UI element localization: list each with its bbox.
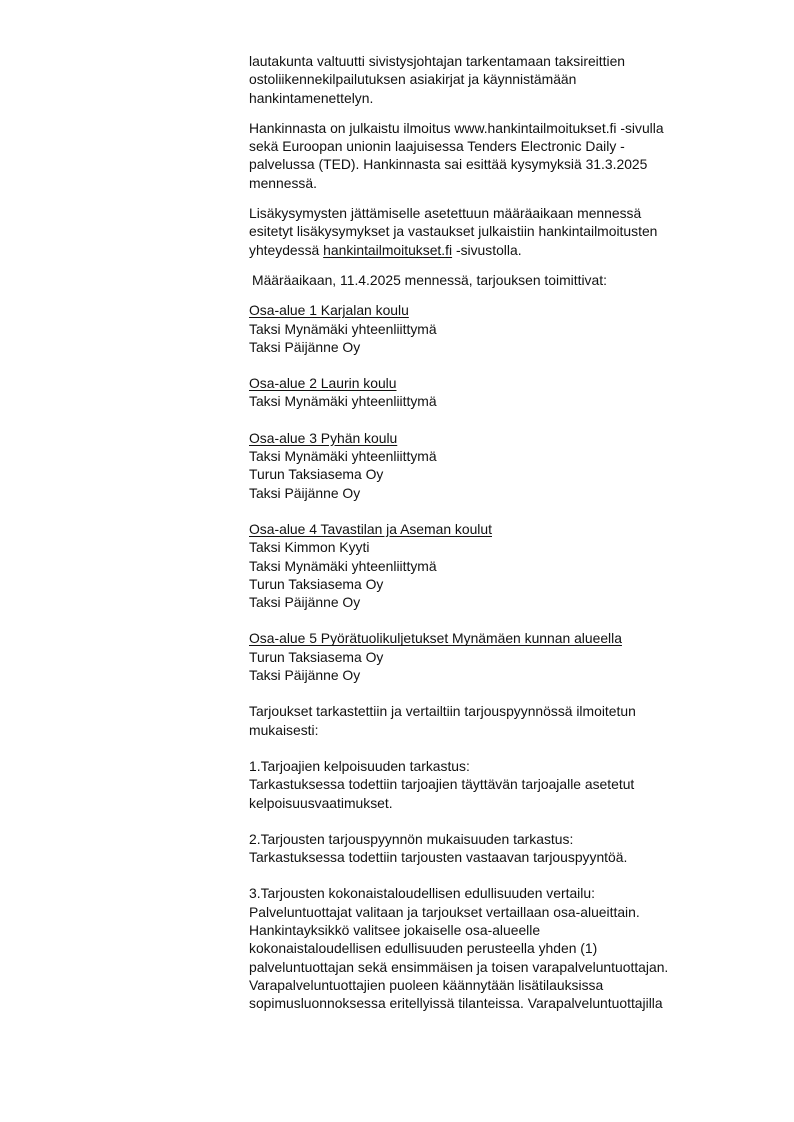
text-line	[249, 241, 749, 259]
text-line: kelpoisuusvaatimukset.	[249, 794, 393, 811]
questions-paragraph	[249, 204, 749, 259]
sub-area-2	[249, 374, 749, 411]
bidder-name: Taksi Päijänne Oy	[249, 338, 361, 355]
text-line: kokonaistaloudellisen edullisuuden perusteella yhden (1)	[249, 940, 598, 957]
text-line: Hankintayksikkö valitsee jokaiselle osa-alueelle	[249, 921, 541, 938]
sub-area-1	[249, 301, 749, 356]
bidder-name: Taksi Päijänne Oy	[249, 594, 361, 611]
text-line: lautakunta valtuutti sivistysjohtajan tarkentamaan taksireittien	[249, 53, 626, 69]
bidder-name: Taksi Kimmon Kyyti	[249, 539, 370, 556]
bidder-name: Taksi Mynämäki yhteenliittymä	[249, 320, 437, 337]
sub-area-3	[249, 429, 749, 502]
text-line: palveluntuottajan sekä ensimmäisen ja toisen varapalveluntuottajan.	[249, 958, 669, 975]
text-line: Tarkastuksessa todettiin tarjoajien täyttävän tarjoajalle asetetut	[249, 776, 635, 793]
bidder-name: Turun Taksiasema Oy	[249, 575, 384, 592]
text-line: Tarkastuksessa todettiin tarjousten vastaavan tarjouspyyntöä.	[249, 849, 628, 866]
step-heading: 2.Tarjousten tarjouspyynnön mukaisuuden tarkastus:	[249, 830, 574, 847]
sub-area-title: Osa-alue 2 Laurin koulu	[249, 375, 397, 392]
document-page	[249, 52, 749, 1030]
text-line: mennessä.	[249, 174, 317, 191]
deadline-paragraph	[249, 271, 749, 289]
step-heading: 3.Tarjousten kokonaistaloudellisen edullisuuden vertailu:	[249, 885, 595, 902]
text-line: Tarjoukset tarkastettiin ja vertailtiin tarjouspyynnössä ilmoitetun	[249, 703, 636, 720]
hankintailmoitukset-link[interactable]: hankintailmoitukset.fi	[323, 241, 453, 258]
text-line: sopimusluonnoksessa eritellyissä tilanteissa. Varapalveluntuottajilla	[249, 995, 663, 1012]
text-fragment: -sivustolla.	[455, 241, 522, 258]
text-line: sekä Euroopan unionin laajuisessa Tenders Electronic Daily -	[249, 138, 625, 155]
text-line: Palveluntuottajat valitaan ja tarjoukset vertaillaan osa-alueittain.	[249, 903, 640, 920]
bidder-name: Taksi Mynämäki yhteenliittymä	[249, 448, 437, 465]
bidder-name: Turun Taksiasema Oy	[249, 466, 384, 483]
sub-area-title: Osa-alue 4 Tavastilan ja Aseman koulut	[249, 520, 492, 537]
bidder-name: Turun Taksiasema Oy	[249, 648, 384, 665]
text-line: esitetyt lisäkysymykset ja vastaukset julkaistiin hankintailmoitusten	[249, 223, 658, 240]
sub-area-title: Osa-alue 1 Karjalan koulu	[249, 302, 409, 319]
text-line: Lisäkysymysten jättämiselle asetettuun määräaikaan mennessä	[249, 205, 642, 222]
intro-paragraph	[249, 52, 749, 107]
sub-area-4	[249, 520, 749, 611]
step-2	[249, 830, 749, 867]
text-line: mukaisesti:	[249, 721, 319, 738]
sub-area-5	[249, 629, 749, 684]
sub-area-title: Osa-alue 5 Pyörätuolikuljetukset Mynämäen kunnan alueella	[249, 630, 622, 647]
evaluation-intro	[249, 702, 749, 739]
text-line: Määräaikaan, 11.4.2025 mennessä, tarjouksen toimittivat:	[252, 271, 607, 288]
text-fragment: yhteydessä	[249, 241, 320, 258]
bidder-name: Taksi Mynämäki yhteenliittymä	[249, 393, 437, 410]
text-line: palvelussa (TED). Hankinnasta sai esittää kysymyksiä 31.3.2025	[249, 156, 648, 173]
text-line: hankintamenettelyn.	[249, 89, 374, 106]
text-line: ostoliikennekilpailutuksen asiakirjat ja käynnistämään	[249, 71, 577, 88]
step-1	[249, 757, 749, 812]
bidder-name: Taksi Päijänne Oy	[249, 484, 361, 501]
sub-area-title: Osa-alue 3 Pyhän koulu	[249, 429, 398, 446]
text-line: Varapalveluntuottajien puoleen käännytään lisätilauksissa	[249, 976, 604, 993]
bidder-name: Taksi Päijänne Oy	[249, 667, 361, 684]
text-line: Hankinnasta on julkaistu ilmoitus www.hankintailmoitukset.fi -sivulla	[249, 119, 664, 136]
step-3	[249, 884, 749, 1012]
bidder-name: Taksi Mynämäki yhteenliittymä	[249, 557, 437, 574]
step-heading: 1.Tarjoajien kelpoisuuden tarkastus:	[249, 757, 470, 774]
announcement-paragraph	[249, 119, 749, 192]
